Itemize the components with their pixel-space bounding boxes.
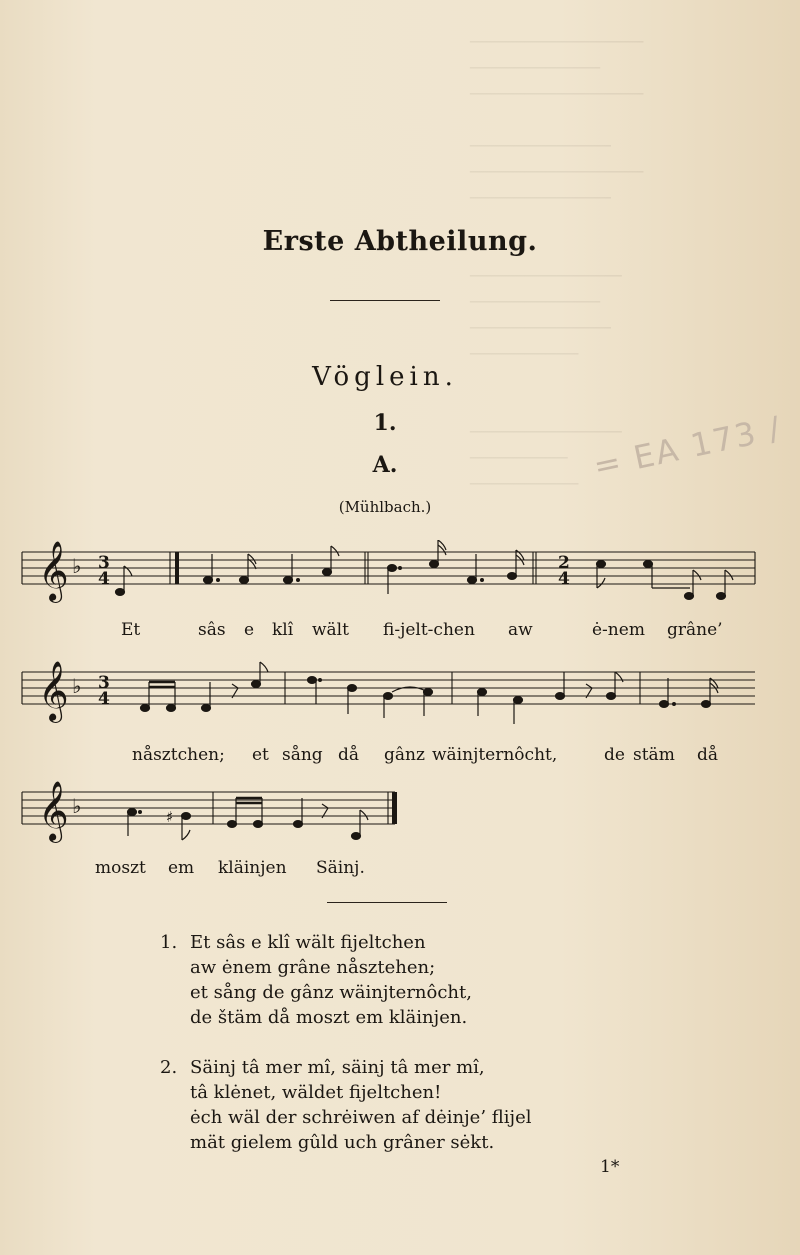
- song-origin: (Mühlbach.): [338, 498, 432, 516]
- music-staff-2: [0, 660, 800, 740]
- music-divider: [327, 902, 447, 903]
- svg-text:♭: ♭: [72, 794, 82, 818]
- lyric-syllable: sâs: [198, 620, 226, 640]
- lyric-syllable: kläinjen: [218, 858, 287, 878]
- svg-text:3: 3: [98, 553, 110, 573]
- lyric-syllable: då: [338, 745, 360, 765]
- lyric-syllable: då: [697, 745, 719, 765]
- lyric-syllable: stäm: [633, 745, 675, 765]
- lyric-syllable: wäinjternôcht,: [432, 745, 558, 765]
- lyric-syllable: sång: [282, 745, 323, 765]
- svg-text:𝄞: 𝄞: [38, 661, 69, 721]
- lyric-syllable: Et: [121, 620, 141, 640]
- lyric-syllable: gânz: [384, 745, 425, 765]
- lyric-syllable: nåsztchen;: [132, 745, 225, 765]
- verse-2: [160, 1055, 532, 1155]
- lyric-syllable: e: [244, 620, 255, 640]
- music-staff-1: [0, 540, 800, 620]
- svg-text:4: 4: [558, 569, 570, 589]
- bleed-through-text: ──────────────── ──────────── ──────────────── ───────────── ──────────────── ───────────── ────────────── ──────────── ───────────── ────────── ────────────── ───────── ──────────: [470, 32, 644, 495]
- verse-number: 1.: [160, 932, 178, 953]
- lyric-syllable: ė-nem: [592, 620, 645, 640]
- svg-text:4: 4: [98, 689, 110, 709]
- lyric-syllable: Säinj.: [316, 858, 365, 878]
- lyric-syllable: de: [604, 745, 625, 765]
- verse-line: Et sâs e klî wält fijeltchen: [190, 932, 426, 953]
- title-divider: [330, 300, 440, 301]
- lyric-syllable: et: [252, 745, 269, 765]
- svg-text:♯: ♯: [166, 808, 174, 826]
- song-title: Vöglein.: [312, 362, 458, 392]
- verse-line: mät gielem gûld uch grâner sėkt.: [190, 1132, 495, 1153]
- lyric-syllable: grâne’: [667, 620, 723, 640]
- music-staff-3: [0, 780, 800, 860]
- verse-line: Säinj tâ mer mî, säinj tâ mer mî,: [190, 1057, 485, 1078]
- page-number: 1*: [600, 1157, 620, 1177]
- song-number: 1.: [373, 410, 397, 436]
- lyric-syllable: moszt: [95, 858, 146, 878]
- svg-text:♭: ♭: [72, 554, 82, 578]
- lyric-syllable: wält: [312, 620, 349, 640]
- svg-text:𝄞: 𝄞: [38, 781, 69, 841]
- svg-text:4: 4: [98, 569, 110, 589]
- handwritten-annotation: = EA 173 /: [590, 408, 786, 486]
- svg-text:𝄞: 𝄞: [38, 541, 69, 601]
- svg-text:3: 3: [98, 673, 110, 693]
- lyric-syllable: klî: [272, 620, 294, 640]
- verse-line: de štäm då moszt em kläinjen.: [190, 1007, 468, 1028]
- verse-line: aw ėnem grâne nåsztehen;: [190, 957, 436, 978]
- lyric-syllable: fi-jelt-chen: [383, 620, 475, 640]
- verse-1: [160, 930, 472, 1030]
- lyric-syllable: aw: [508, 620, 533, 640]
- song-variant: A.: [372, 452, 398, 478]
- verse-line: et sång de gânz wäinjternôcht,: [190, 982, 472, 1003]
- verse-line: ėch wäl der schrėiwen af dėinje’ flijel: [190, 1107, 532, 1128]
- svg-text:♭: ♭: [72, 674, 82, 698]
- lyric-syllable: em: [168, 858, 195, 878]
- section-title: Erste Abtheilung.: [262, 226, 538, 257]
- svg-text:2: 2: [558, 553, 570, 573]
- verse-number: 2.: [160, 1057, 178, 1078]
- verse-line: tâ klėnet, wäldet fijeltchen!: [190, 1082, 442, 1103]
